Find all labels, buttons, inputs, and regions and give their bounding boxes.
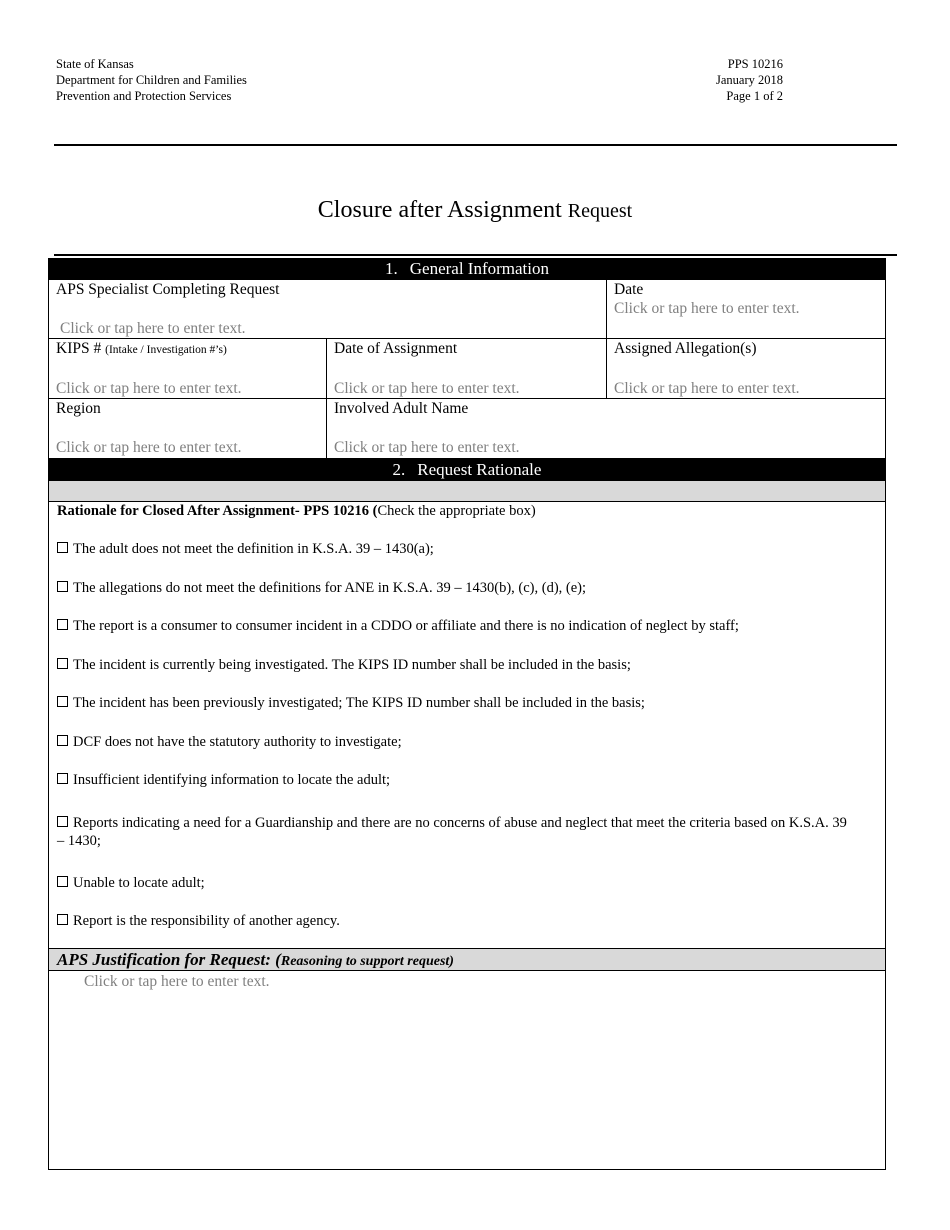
kips-field[interactable] [48, 338, 326, 398]
rationale-option[interactable]: Unable to locate adult; [57, 874, 857, 892]
header-divider [54, 144, 897, 146]
rationale-option[interactable]: Reports indicating a need for a Guardianship and there are no concerns of abuse and neglect that meet the criteria based on K.S.A. 39 – 1430; [57, 815, 847, 849]
rationale-heading-bold: Rationale for Closed After Assignment- PPS 10216 ( [57, 503, 378, 519]
specialist-input[interactable]: Click or tap here to enter text. [60, 320, 246, 337]
allegations-label: Assigned Allegation(s) [614, 340, 757, 357]
specialist-field[interactable] [48, 279, 606, 338]
division-name: Prevention and Protection Services [56, 89, 232, 103]
date-input[interactable]: Click or tap here to enter text. [614, 300, 800, 317]
checkbox[interactable] [57, 696, 68, 707]
checkbox[interactable] [57, 619, 68, 630]
date-of-assignment-label: Date of Assignment [334, 340, 458, 357]
specialist-label: APS Specialist Completing Request [56, 281, 280, 298]
region-label: Region [56, 400, 101, 417]
date-label: Date [614, 281, 644, 298]
checkbox[interactable] [57, 658, 68, 669]
shaded-row [49, 481, 885, 501]
rationale-option[interactable]: The report is a consumer to consumer incident in a CDDO or affiliate and there is no indication of neglect by staff; [57, 617, 857, 635]
department-name: Department for Children and Families [56, 73, 247, 87]
rationale-option[interactable]: DCF does not have the statutory authority to investigate; [57, 733, 857, 751]
rationale-option[interactable]: The incident is currently being investigated. The KIPS ID number shall be included in the basis; [57, 656, 857, 674]
date-field[interactable] [606, 279, 886, 338]
allegations-field[interactable] [606, 338, 886, 398]
adult-name-input[interactable]: Click or tap here to enter text. [334, 439, 520, 456]
form-date: January 2018 [716, 73, 783, 87]
kips-label [56, 339, 227, 360]
page-number: Page 1 of 2 [726, 89, 783, 103]
rationale-option[interactable]: The adult does not meet the definition in K.S.A. 39 – 1430(a); [57, 540, 857, 558]
checkbox[interactable] [57, 735, 68, 746]
checkbox[interactable] [57, 816, 68, 827]
section-1-header [48, 258, 886, 279]
checkbox[interactable] [57, 773, 68, 784]
table-top-rule [54, 254, 897, 256]
checkbox[interactable] [57, 542, 68, 553]
section-1-label: General Information [409, 259, 549, 278]
kips-input[interactable]: Click or tap here to enter text. [56, 380, 242, 397]
state-name: State of Kansas [56, 57, 134, 71]
date-of-assignment-field[interactable] [326, 338, 606, 398]
rationale-option[interactable]: Report is the responsibility of another agency. [57, 912, 857, 930]
form-number: PPS 10216 [727, 57, 783, 71]
rationale-option[interactable]: Insufficient identifying information to locate the adult; [57, 771, 857, 789]
justification-heading [57, 949, 454, 972]
checkbox[interactable] [57, 581, 68, 592]
date-of-assignment-input[interactable]: Click or tap here to enter text. [334, 380, 520, 397]
rationale-heading [57, 502, 536, 520]
rationale-option[interactable]: The incident has been previously investigated; The KIPS ID number shall be included in the basis; [57, 694, 857, 712]
checkbox[interactable] [57, 876, 68, 887]
adult-name-field[interactable] [326, 398, 886, 458]
title-suffix: Request [567, 200, 633, 222]
region-input[interactable]: Click or tap here to enter text. [56, 439, 242, 456]
allegations-input[interactable]: Click or tap here to enter text. [614, 380, 800, 397]
section-2-number: 2. [392, 460, 406, 479]
form-info-header [600, 56, 783, 104]
page-title [0, 195, 950, 226]
kips-label-note: (Intake / Investigation #’s) [105, 344, 227, 356]
section-2-label: Request Rationale [417, 460, 542, 479]
title-main: Closure after Assignment [317, 197, 562, 223]
kips-label-text: KIPS # [56, 340, 102, 357]
adult-name-label: Involved Adult Name [334, 400, 469, 417]
section-2-header [48, 459, 886, 480]
rationale-option[interactable]: The allegations do not meet the definitions for ANE in K.S.A. 39 – 1430(b), (c), (d), (e); [57, 579, 857, 597]
region-field[interactable] [48, 398, 326, 458]
agency-header [56, 56, 247, 104]
checkbox[interactable] [57, 914, 68, 925]
justification-input[interactable]: Click or tap here to enter text. [84, 973, 270, 990]
justification-label: APS Justification for Request: ( [57, 950, 281, 969]
rationale-heading-rest: Check the appropriate box) [377, 503, 536, 519]
section-1-number: 1. [385, 259, 398, 278]
justification-note: Reasoning to support request) [280, 954, 454, 969]
